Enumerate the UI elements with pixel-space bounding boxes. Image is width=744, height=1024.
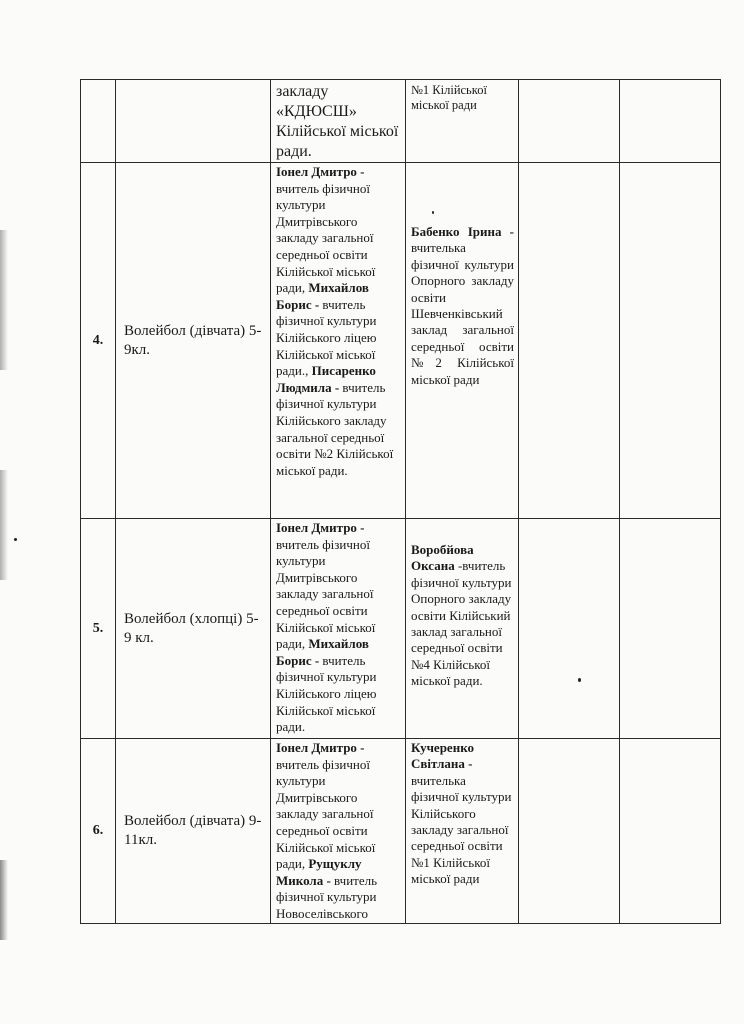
- empty-cell: [620, 80, 721, 163]
- table-row: [81, 519, 721, 739]
- sport-name: Волейбол (хлопці) 5-9 кл.: [116, 519, 271, 739]
- empty-cell: [519, 519, 620, 739]
- judge-position: вчитель фізичної культури Кілійського закладу загальної середньої освіти №2 Кілійської міської ради.: [276, 379, 394, 478]
- judge-position: вчитель фізичної культури Кілійського ліцею Кілійської міської ради.,: [276, 296, 377, 379]
- table-row: [81, 163, 721, 519]
- secretary-position: вчителька фізичної культури Кілійського закладу загальної середньої освіти №1 Кілійської міської ради: [411, 772, 512, 887]
- judge-position: вчитель фізичної культури Новоселівського: [276, 872, 378, 921]
- judge-name: Михайлов Борис -: [276, 636, 369, 668]
- secretary-cell: [406, 80, 519, 163]
- row-number: [81, 80, 116, 163]
- judge-name: Писаренко Людмила -: [276, 363, 376, 395]
- secretary-name: Кучеренко Світлана -: [411, 740, 475, 772]
- secretary-name: Воробйова Оксана: [411, 542, 474, 574]
- scan-edge-mark: [0, 860, 8, 940]
- scan-speck: [14, 538, 17, 541]
- empty-cell: [519, 163, 620, 519]
- row-number: 6.: [81, 739, 116, 924]
- secretary-position: -вчитель фізичної культури Опорного закладу освіти Кілійський заклад загальної середньої освіти №4 Кілійської міської ради.: [411, 558, 512, 689]
- judge-position: вчитель фізичної культури Дмитрівського закладу загальної середньої освіти Кілійської міської ради,: [276, 756, 376, 872]
- row-number: 5.: [81, 519, 116, 739]
- schedule-table: [80, 79, 721, 924]
- judge-text: закладу «КДЮСШ» Кілійської міської ради.: [276, 83, 399, 160]
- secretary-name: Бабенко Ірина -: [411, 224, 514, 239]
- scan-edge-mark: [0, 230, 8, 370]
- secretary-position: вчителька фізичної культури Опорного закладу освіти Шевченківський заклад загальної середньої освіти №2 Кілійської міської ради: [411, 240, 514, 387]
- judge-position: вчитель фізичної культури Дмитрівського закладу загальної середньої освіти Кілійської міської ради,: [276, 536, 376, 652]
- secretary-cell: [406, 519, 519, 739]
- sport-name: [116, 80, 271, 163]
- judge-name: Іонел Дмитро -: [276, 740, 365, 755]
- sport-name: Волейбол (дівчата) 9-11кл.: [116, 739, 271, 924]
- judge-cell: [271, 739, 406, 924]
- judge-name: Михайлов Борис -: [276, 280, 369, 312]
- judge-cell: [271, 163, 406, 519]
- empty-cell: [519, 80, 620, 163]
- table-row: [81, 80, 721, 163]
- judge-name: Рущуклу Микола -: [276, 856, 362, 888]
- judge-name: Іонел Дмитро -: [276, 520, 365, 535]
- table-row: [81, 739, 721, 924]
- row-number: 4.: [81, 163, 116, 519]
- empty-cell: [620, 739, 721, 924]
- judge-position: вчитель фізичної культури Кілійського ліцею Кілійської міської ради.: [276, 652, 377, 735]
- secretary-cell: [406, 163, 519, 519]
- secretary-cell: [406, 739, 519, 924]
- judge-name: Іонел Дмитро -: [276, 164, 365, 179]
- empty-cell: [620, 163, 721, 519]
- secretary-text: №1 Кілійської міської ради: [411, 83, 487, 112]
- sport-name: Волейбол (дівчата) 5-9кл.: [116, 163, 271, 519]
- scan-edge-mark: [0, 470, 8, 580]
- judge-position: вчитель фізичної культури Дмитрівського закладу загальної середньої освіти Кілійської міської ради,: [276, 180, 376, 296]
- judge-cell: [271, 80, 406, 163]
- empty-cell: [620, 519, 721, 739]
- empty-cell: [519, 739, 620, 924]
- judge-cell: [271, 519, 406, 739]
